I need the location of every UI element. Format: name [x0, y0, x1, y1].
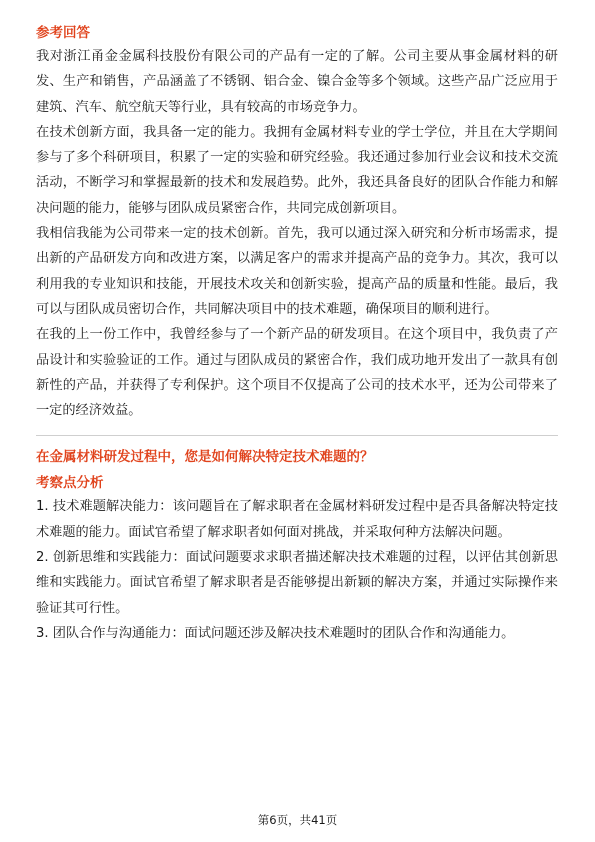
section-divider [36, 435, 558, 436]
analysis-item: 2. 创新思维和实践能力：面试问题要求求职者描述解决技术难题的过程，以评估其创新思维和实践能力。面试官希望了解求职者是否能够提出新颖的解决方案，并通过实际操作来验证其可行性。 [36, 550, 558, 616]
analysis-item: 1. 技术难题解决能力：该问题旨在了解求职者在金属材料研发过程中是否具备解决特定技术难题的能力。面试官希望了解求职者如何面对挑战，并采取何种方法解决问题。 [36, 499, 558, 540]
answer-heading: 参考回答 [36, 25, 90, 41]
answer-paragraph: 在技术创新方面，我具备一定的能力。我拥有金属材料专业的学士学位，并且在大学期间参与了多个科研项目，积累了一定的实验和研究经验。我还通过参加行业会议和技术交流活动，不断学习和掌握最新的技术和发展趋势。此外，我还具备良好的团队合作能力和解决问题的能力，能够与团队成员紧密合作，共同完成创新项目。 [36, 124, 558, 216]
page-footer [0, 812, 595, 828]
answer-paragraph: 我相信我能为公司带来一定的技术创新。首先，我可以通过深入研究和分析市场需求，提出新的产品研发方向和改进方案，以满足客户的需求并提高产品的竞争力。其次，我可以利用我的专业知识和技能，开展技术攻关和创新实验，提高产品的质量和性能。最后，我可以与团队成员密切合作，共同解决项目中的技术难题，确保项目的顺利进行。 [36, 226, 558, 317]
answer-paragraph: 我对浙江甬金金属科技股份有限公司的产品有一定的了解。公司主要从事金属材料的研发、生产和销售，产品涵盖了不锈钢、铝合金、镍合金等多个领域。这些产品广泛应用于建筑、汽车、航空航天等行业，具有较高的市场竞争力。 [36, 49, 558, 115]
page-number: 第6页，共41页 [257, 813, 338, 827]
analysis-item: 3. 团队合作与沟通能力：面试问题还涉及解决技术难题时的团队合作和沟通能力。 [36, 625, 515, 641]
analysis-heading: 考察点分析 [36, 475, 104, 492]
document-page [36, 22, 558, 646]
answer-paragraph: 在我的上一份工作中，我曾经参与了一个新产品的研发项目。在这个项目中，我负责了产品设计和实验验证的工作。通过与团队成员的紧密合作，我们成功地开发出了一款具有创新性的产品，并获得了专利保护。这个项目不仅提高了公司的技术水平，还为公司带来了一定的经济效益。 [36, 327, 558, 419]
question-heading: 在金属材料研发过程中，您是如何解决特定技术难题的？ [36, 449, 374, 466]
